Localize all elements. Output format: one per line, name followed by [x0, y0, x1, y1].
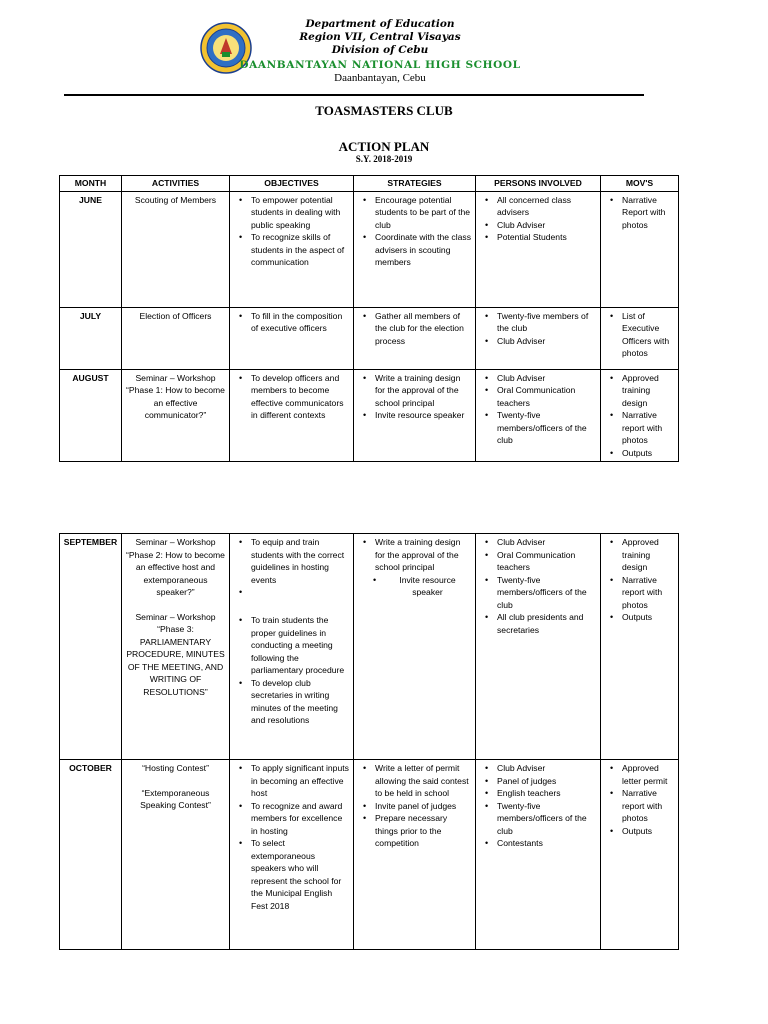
list-item: • Write a training design for the approval of the school principal — [375, 536, 472, 574]
activity-cell — [122, 534, 230, 760]
department-name: Department of Education — [305, 18, 455, 30]
list-item: • To recognize skills of students in the aspect of communication — [251, 231, 350, 269]
table-row — [60, 534, 679, 760]
table-row — [60, 191, 679, 307]
list-item: • Club Adviser — [497, 536, 597, 549]
objectives-cell — [230, 760, 354, 950]
document-header — [0, 0, 768, 100]
header-strategies: STRATEGIES — [354, 176, 476, 192]
activity-item: “Hosting Contest” — [142, 763, 209, 773]
list-item: • To equip and train students with the correct guidelines in hosting events — [251, 536, 350, 586]
list-item: • Twenty-five members/officers of the club — [497, 409, 597, 447]
objectives-cell — [230, 534, 354, 760]
list-item: • All concerned class advisers — [497, 194, 597, 219]
table-row — [60, 760, 679, 950]
list-item: • Narrative report with photos — [622, 787, 675, 825]
list-item: • Invite resource speaker — [375, 409, 472, 422]
strategies-cell — [354, 369, 476, 462]
movs-cell — [601, 307, 679, 369]
header-persons: PERSONS INVOLVED — [476, 176, 601, 192]
activity-cell: Scouting of Members — [122, 191, 230, 307]
list-item: • Club Adviser — [497, 762, 597, 775]
persons-cell — [476, 369, 601, 462]
list-item: • Outputs — [622, 825, 675, 838]
movs-cell — [601, 534, 679, 760]
objectives-cell — [230, 307, 354, 369]
movs-cell — [601, 760, 679, 950]
list-item: • Oral Communication teachers — [497, 549, 597, 574]
list-item: • Oral Communication teachers — [497, 384, 597, 409]
list-item: • Coordinate with the class advisers in scouting members — [375, 231, 472, 269]
header-movs: MOV'S — [601, 176, 679, 192]
persons-cell — [476, 191, 601, 307]
list-item: • Club Adviser — [497, 372, 597, 385]
activity-item: Seminar – Workshop “Phase 3: PARLIAMENTARY PROCEDURE, MINUTES OF THE MEETING, AND WRITING OF RESOLUTIONS” — [126, 611, 225, 697]
list-item: • Panel of judges — [497, 775, 597, 788]
persons-cell — [476, 534, 601, 760]
list-item: • To train students the proper guidelines in conducting a meeting following the parliamentary procedure — [251, 614, 350, 677]
list-item: • Contestants — [497, 837, 597, 850]
region-name: Region VII, Central Visayas — [299, 31, 461, 43]
header-row — [60, 176, 679, 192]
list-item: • To develop club secretaries in writing minutes of the meeting and resolutions — [251, 677, 350, 727]
list-item: • Club Adviser — [497, 335, 597, 348]
list-item: • To apply significant inputs in becoming an effective host — [251, 762, 350, 800]
movs-cell — [601, 191, 679, 307]
plan-title: ACTION PLAN — [338, 139, 430, 154]
header-month: MONTH — [60, 176, 122, 192]
list-item: • Club Adviser — [497, 219, 597, 232]
list-item: • Narrative report with photos — [622, 409, 675, 447]
action-plan-table-1 — [59, 175, 679, 462]
list-item: • Approved letter permit — [622, 762, 675, 787]
activity-item: Seminar – Workshop “Phase 2: How to become an effective host and extemporaneous speaker?” — [126, 537, 225, 597]
school-name: DAANBANTAYAN NATIONAL HIGH SCHOOL — [239, 59, 521, 71]
strategies-cell — [354, 760, 476, 950]
list-item: • Approved training design — [622, 536, 675, 574]
list-item: • Outputs — [622, 611, 675, 624]
strategies-cell — [354, 191, 476, 307]
month-cell: JUNE — [60, 191, 122, 307]
month-cell: JULY — [60, 307, 122, 369]
list-item: • Outputs — [622, 447, 675, 460]
list-item: • Twenty-five members/officers of the club — [497, 800, 597, 838]
movs-cell — [601, 369, 679, 462]
header-rule — [64, 94, 644, 96]
header-activities: ACTIVITIES — [122, 176, 230, 192]
list-item: • To empower potential students in dealing with public speaking — [251, 194, 350, 232]
list-item: • List of Executive Officers with photos — [622, 310, 675, 360]
table-row — [60, 307, 679, 369]
list-item: • To develop officers and members to become effective communicators in different contexts — [251, 372, 350, 422]
list-item: • Invite panel of judges — [375, 800, 472, 813]
objectives-cell — [230, 369, 354, 462]
month-cell: AUGUST — [60, 369, 122, 462]
activity-cell: Election of Officers — [122, 307, 230, 369]
list-item: • Invite resource speaker — [383, 574, 472, 599]
strategies-cell — [354, 307, 476, 369]
header-objectives: OBJECTIVES — [230, 176, 354, 192]
list-item: • Narrative report with photos — [622, 574, 675, 612]
month-cell: OCTOBER — [60, 760, 122, 950]
list-item: • Encourage potential students to be part of the club — [375, 194, 472, 232]
list-item: • Twenty-five members of the club — [497, 310, 597, 335]
list-item: • Gather all members of the club for the election process — [375, 310, 472, 348]
list-item: • English teachers — [497, 787, 597, 800]
list-item: • Twenty-five members/officers of the club — [497, 574, 597, 612]
table-row — [60, 369, 679, 462]
list-item: • To fill in the composition of executive officers — [251, 310, 350, 335]
list-item: • Narrative Report with photos — [622, 194, 675, 232]
list-item: • Potential Students — [497, 231, 597, 244]
activity-item: “Extemporaneous Speaking Contest” — [140, 787, 211, 810]
list-item: • Prepare necessary things prior to the competition — [375, 812, 472, 850]
month-cell: SEPTEMBER — [60, 534, 122, 760]
school-town: Daanbantayan, Cebu — [334, 72, 426, 84]
objectives-cell — [230, 191, 354, 307]
list-item: • All club presidents and secretaries — [497, 611, 597, 636]
activity-cell: Seminar – Workshop “Phase 1: How to become an effective communicator?” — [122, 369, 230, 462]
list-item: • Approved training design — [622, 372, 675, 410]
letterhead — [230, 18, 530, 85]
school-year: S.Y. 2018-2019 — [355, 154, 413, 164]
strategies-cell — [354, 534, 476, 760]
division-name: Division of Cebu — [331, 44, 429, 56]
activity-cell — [122, 760, 230, 950]
list-item: • To recognize and award members for excellence in hosting — [251, 800, 350, 838]
action-plan-table-2 — [59, 533, 679, 950]
persons-cell — [476, 307, 601, 369]
list-item: • Write a letter of permit allowing the said contest to be held in school — [375, 762, 472, 800]
list-item: • To select extemporaneous speakers who will represent the school for the Municipal English Fest 2018 — [251, 837, 350, 912]
persons-cell — [476, 760, 601, 950]
club-title: TOASMASTERS CLUB — [315, 103, 453, 118]
list-item: • Write a training design for the approval of the school principal — [375, 372, 472, 410]
